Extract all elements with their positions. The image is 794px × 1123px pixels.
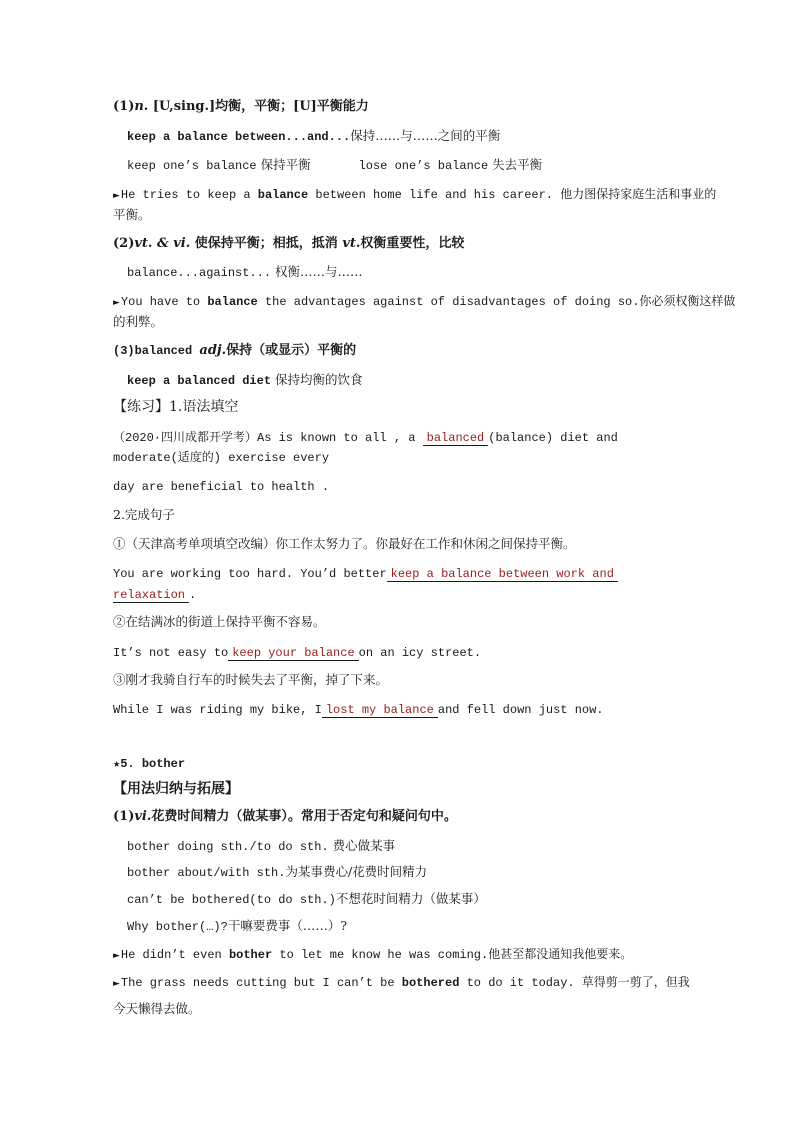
example-2-cont: 的利弊。	[113, 314, 164, 329]
phrase-balanced-diet: keep a balanced diet 保持均衡的饮食	[127, 372, 363, 388]
question-2-1-cn: ①（天津高考单项填空改编）你工作太努力了。你最好在工作和休闲之间保持平衡。	[113, 536, 576, 551]
question-1-line-2: moderate(适度的) exercise every	[113, 451, 330, 465]
phrase-balance-against: balance...against... 权衡……与……	[127, 264, 363, 280]
phrase-cant-be-bothered: can’t be bothered(to do sth.)不想花时间精力（做某事）	[127, 891, 486, 907]
definition-1: (1)n. [U,sing.]均衡，平衡；[U]平衡能力	[113, 99, 369, 114]
question-2-2-en: It’s not easy tokeep your balanceon an icy street.	[113, 646, 482, 660]
question-1-line-3: day are beneficial to health .	[113, 480, 330, 494]
triangle-bullet-icon: ►	[113, 191, 120, 201]
definition-3: (3)balanced adj.保持（或显示）平衡的	[113, 343, 357, 358]
bother-example-2-cont: 今天懒得去做。	[113, 1001, 201, 1016]
question-2-3-cn: ③刚才我骑自行车的时候失去了平衡，掉了下来。	[113, 672, 389, 687]
question-2-title: 2.完成句子	[113, 507, 175, 522]
triangle-bullet-icon: ►	[113, 298, 120, 308]
bother-definition-1: (1)vi.花费时间精力（做某事）。常用于否定句和疑问句中。	[113, 809, 457, 824]
bother-example-2: ►The grass needs cutting but I can’t be bothered to do it today. 草得剪一剪了，但我	[113, 976, 690, 990]
example-1-cont: 平衡。	[113, 207, 151, 222]
triangle-bullet-icon: ►	[113, 979, 120, 989]
phrase-keep-balance-between: keep a balance between...and...保持……与……之间的平衡	[127, 128, 501, 144]
phrase-bother-doing: bother doing sth./to do sth. 费心做某事	[127, 838, 396, 854]
question-1-line-1: （2020·四川成都开学考）As is known to all , a balanced(balance) diet and	[113, 431, 618, 445]
question-2-1-en: You are working too hard. You’d better keep a balance between work and	[113, 565, 713, 582]
definition-2: (2)vt. & vi. 使保持平衡；相抵，抵消 vt.权衡重要性，比较	[113, 236, 465, 251]
example-2: ►You have to balance the advantages against of disadvantages of doing so.你必须权衡这样做	[113, 295, 736, 309]
question-2-2-cn: ②在结满冰的街道上保持平衡不容易。	[113, 614, 326, 629]
question-2-3-en: While I was riding my bike, I lost my balanceand fell down just now.	[113, 703, 604, 717]
answer-relaxation: relaxation	[113, 588, 189, 603]
example-1: ►He tries to keep a balance between home life and his career. 他力图保持家庭生活和事业的	[113, 188, 717, 202]
usage-subtitle: 【用法归纳与拓展】	[113, 781, 239, 797]
phrase-why-bother: Why bother(…)?干嘛要费事（……）?	[127, 918, 348, 934]
answer-keep-a-balance: keep a balance between work and	[387, 567, 618, 582]
practice-title: 【练习】1.语法填空	[113, 399, 239, 415]
triangle-bullet-icon: ►	[113, 951, 120, 961]
answer-lost-my-balance: lost my balance	[322, 703, 438, 718]
question-2-1-en-cont: relaxation.	[113, 588, 197, 602]
phrase-bother-about: bother about/with sth.为某事费心/花费时间精力	[127, 864, 428, 880]
answer-balanced: balanced	[423, 431, 489, 446]
phrase-keep-lose-balance: keep one’s balance 保持平衡 lose one’s balance 失去平衡	[127, 157, 543, 173]
answer-keep-your-balance: keep your balance	[228, 646, 358, 661]
section-title-bother: ★5. bother	[113, 757, 186, 771]
bother-example-1: ►He didn’t even bother to let me know he was coming.他甚至都没通知我他要来。	[113, 948, 633, 962]
